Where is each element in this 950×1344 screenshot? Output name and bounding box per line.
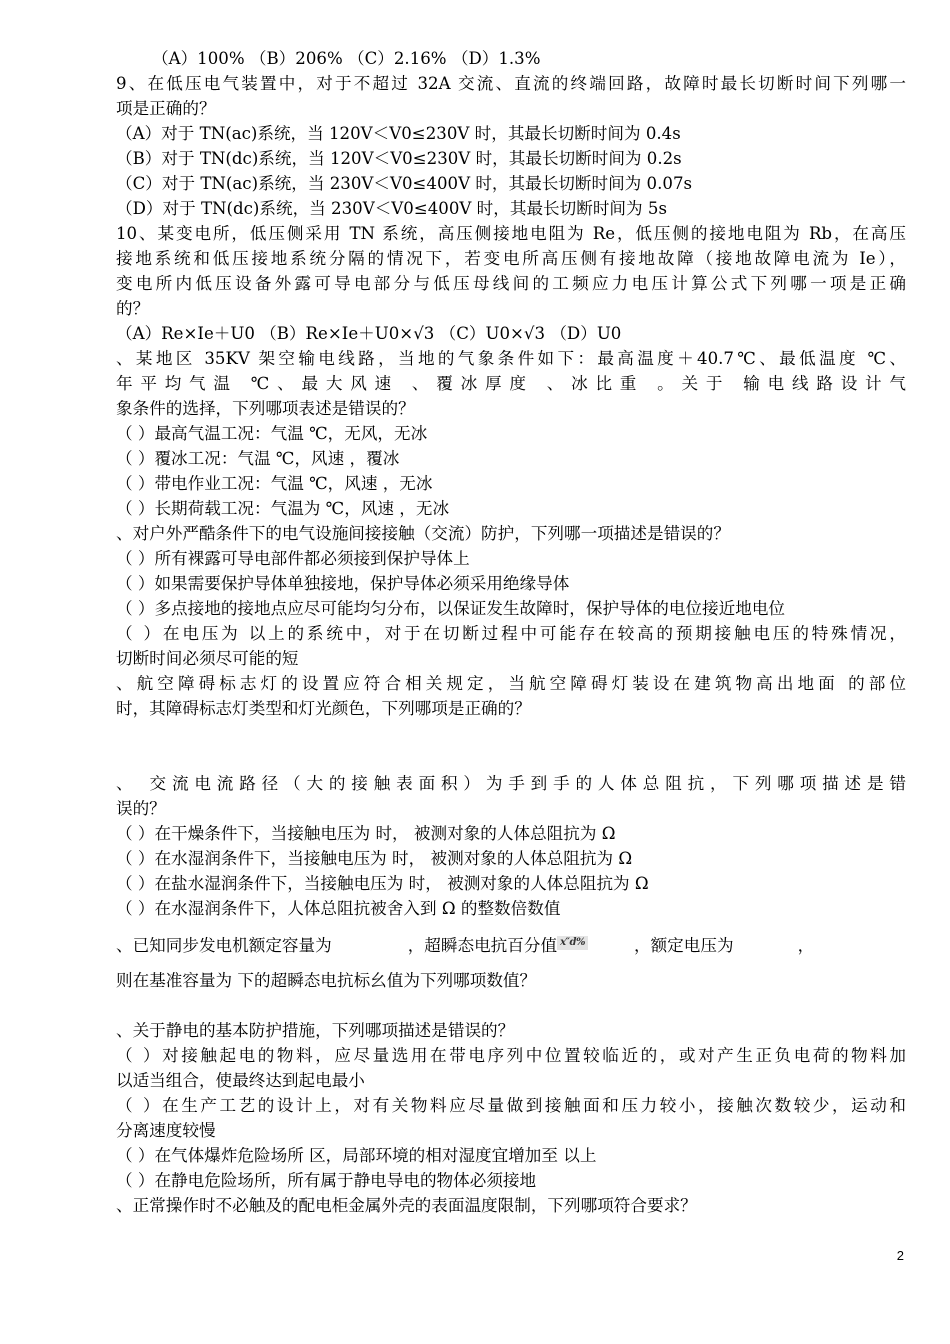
text-line: （A）100% （B）206% （C）2.16% （D）1.3%	[152, 49, 541, 68]
reactance-formula-image: x″d%	[557, 936, 588, 950]
text-line: （ ）在盐水湿润条件下，当接触电压为 时， 被测对象的人体总阻抗为 Ω	[116, 874, 649, 893]
generator-text-2: ，超瞬态电抗百分值	[407, 936, 558, 955]
text-line: （ ）在生产工艺的设计上，对有关物料应尽量做到接触面和压力较小，接触次数较少，运动和	[116, 1096, 906, 1115]
text-line: 、对户外严酷条件下的电气设施间接接触（交流）防护，下列哪一项描述是错误的？	[116, 524, 730, 543]
text-line: 、航空障碍标志灯的设置应符合相关规定，当航空障碍灯装设在建筑物高出地面 的部位	[116, 674, 906, 693]
text-line: 9、在低压电气装置中，对于不超过 32A 交流、直流的终端回路，故障时最长切断时间下列哪一	[116, 74, 906, 93]
text-line: （ ）最高气温工况：气温 ℃，无风，无冰	[116, 424, 428, 443]
text-line: （ ）在水湿润条件下，人体总阻抗被舍入到 Ω 的整数倍数值	[116, 899, 561, 918]
text-line: 10、某变电所，低压侧采用 TN 系统，高压侧接地电阻为 Re，低压侧的接地电阻为 Rb，在高压	[116, 224, 906, 243]
text-line: （ ）带电作业工况：气温 ℃，风速 ，无冰	[116, 474, 433, 493]
text-line: （ ）在气体爆炸危险场所 区，局部环境的相对湿度宜增加至 以上	[116, 1146, 597, 1165]
text-line: （A）Re×Ie＋U0 （B）Re×Ie＋U0×√3 （C）U0×√3 （D）U0	[116, 324, 622, 343]
text-line: 则在基准容量为 下的超瞬态电抗标幺值为下列哪项数值？	[116, 971, 537, 990]
text-line: （C）对于 TN(ac)系统，当 230V＜V0≤400V 时，其最长切断时间为 0.07s	[116, 174, 693, 193]
text-line: 、关于静电的基本防护措施，下列哪项描述是错误的？	[116, 1021, 515, 1040]
text-line: 误的？	[116, 799, 166, 818]
generator-text-4: ，	[797, 936, 815, 955]
page-number: 2	[896, 1248, 904, 1263]
text-line: （D）对于 TN(dc)系统，当 230V＜V0≤400V 时，其最长切断时间为 5s	[116, 199, 667, 218]
text-line: （ ）所有裸露可导电部件都必须接到保护导体上	[116, 549, 470, 568]
text-line: （ ）在干燥条件下，当接触电压为 时， 被测对象的人体总阻抗为 Ω	[116, 824, 616, 843]
text-line: （ ）在电压为 以上的系统中，对于在切断过程中可能存在较高的预期接触电压的特殊情况，	[116, 624, 906, 643]
generator-text-3: ，额定电压为	[634, 936, 734, 955]
text-line: （B）对于 TN(dc)系统，当 120V＜V0≤230V 时，其最长切断时间为 0.2s	[116, 149, 682, 168]
text-line: （ ）覆冰工况：气温 ℃，风速 ，覆冰	[116, 449, 400, 468]
text-line: （ ）在静电危险场所，所有属于静电导电的物体必须接地	[116, 1171, 537, 1190]
text-line: 年平均气温 ℃、最大风速 、覆冰厚度 、冰比重 。关于 输电线路设计气	[116, 374, 906, 393]
text-line: 项是正确的？	[116, 99, 216, 118]
text-line: （ ）长期荷载工况：气温为 ℃，风速 ，无冰	[116, 499, 450, 518]
text-line: （A）对于 TN(ac)系统，当 120V＜V0≤230V 时，其最长切断时间为 0.4s	[116, 124, 681, 143]
text-line: 切断时间必须尽可能的短	[116, 649, 299, 668]
text-line: （ ）多点接地的接地点应尽可能均匀分布，以保证发生故障时，保护导体的电位接近地电位	[116, 599, 786, 618]
text-line: 接地系统和低压接地系统分隔的情况下，若变电所高压侧有接地故障（接地故障电流为 Ie），	[116, 249, 906, 268]
text-line: 、正常操作时不必触及的配电柜金属外壳的表面温度限制，下列哪项符合要求？	[116, 1196, 697, 1215]
text-line: 、某地区 35KV 架空输电线路，当地的气象条件如下：最高温度＋40.7℃、最低温度 ℃、	[116, 349, 906, 368]
text-line: 时，其障碍标志灯类型和灯光颜色，下列哪项是正确的？	[116, 699, 531, 718]
text-line: 变电所内低压设备外露可导电部分与低压母线间的工频应力电压计算公式下列哪一项是正确	[116, 274, 906, 293]
generator-text-1: 、已知同步发电机额定容量为	[116, 936, 332, 955]
text-line: 的？	[116, 299, 150, 318]
text-line: 、 交流电流路径（大的接触表面积）为手到手的人体总阻抗，下列哪项描述是错	[116, 774, 906, 793]
generator-question-line	[116, 921, 916, 971]
text-line: 以适当组合，使最终达到起电最小	[116, 1071, 365, 1090]
text-line: （ ）如果需要保护导体单独接地，保护导体必须采用绝缘导体	[116, 574, 570, 593]
text-line: 分离速度较慢	[116, 1121, 216, 1140]
text-line: （ ）对接触起电的物料，应尽量选用在带电序列中位置较临近的，或对产生正负电荷的物料加	[116, 1046, 906, 1065]
text-line: 象条件的选择，下列哪项表述是错误的？	[116, 399, 415, 418]
text-line: （ ）在水湿润条件下，当接触电压为 时， 被测对象的人体总阻抗为 Ω	[116, 849, 633, 868]
